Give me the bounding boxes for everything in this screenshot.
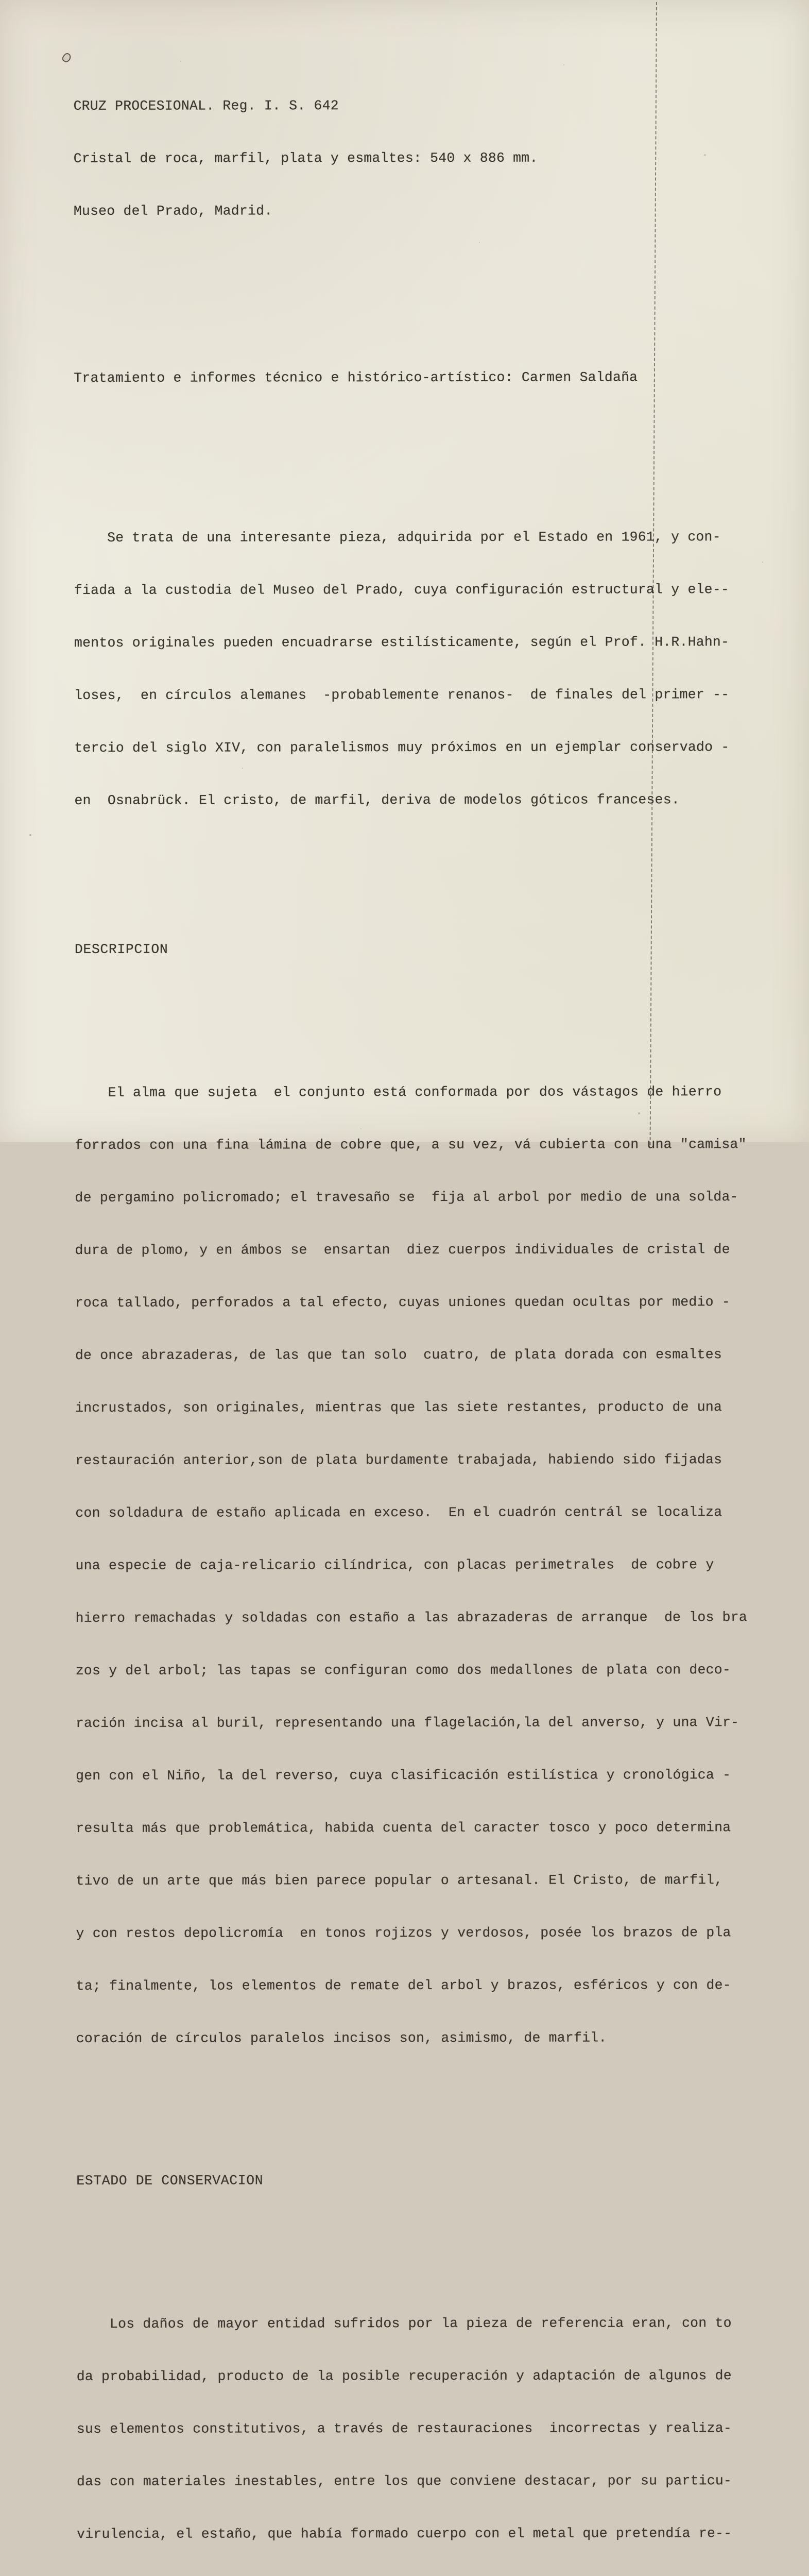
text-line: con soldadura de estaño aplicada en exceso. En el cuadrón centrál se localiza [75, 1504, 722, 1521]
text-line: virulencia, el estaño, que había formado cuerpo con el metal que pretendía re-- [77, 2526, 732, 2542]
document-text [73, 9, 779, 2576]
document-header [73, 61, 774, 255]
text-line: de once abrazaderas, de las que tan solo cuatro, de plata dorada con esmaltes [75, 1347, 722, 1363]
heading-line: ESTADO DE CONSERVACION [76, 2173, 264, 2189]
text-line: ración incisa al buril, representando una flagelación,la del anverso, y una Vir- [75, 1715, 739, 1731]
description-paragraph [75, 1048, 777, 2082]
text-line: das con materiales inestables, entre los que conviene destacar, por su particu- [76, 2473, 732, 2489]
intro-paragraph [74, 493, 775, 844]
paper-specks [0, 0, 1, 1]
text-line: tercio del siglo XIV, con paralelismos muy próximos en un ejemplar conservado - [74, 739, 730, 756]
text-line: sus elementos constitutivos, a través de restauraciones incorrectas y realiza- [76, 2420, 732, 2437]
section-heading-descripcion [75, 905, 775, 993]
text-line: coración de círculos paralelos incisos son, asimismo, de marfil. [76, 2030, 607, 2046]
text-line: roca tallado, perforados a tal efecto, cuyas uniones quedan ocultas por medio - [75, 1294, 730, 1311]
text-line: Los daños de mayor entidad sufridos por la pieza de referencia eran, con to [76, 2315, 732, 2332]
section-heading-estado-de-conservacion [76, 2136, 777, 2225]
museum-line: Museo del Prado, Madrid. [73, 203, 273, 219]
text-line: gen con el Niño, la del reverso, cuya clasificación estilística y cronológica - [76, 1767, 731, 1784]
text-line: da probabilidad, producto de la posible recuperación y adaptación de algunos de [76, 2368, 732, 2384]
text-line: El alma que sujeta el conjunto está conformada por dos vástagos de hierro [75, 1084, 722, 1100]
text-line: ta; finalmente, los elementos de remate del arbol y brazos, esféricos y con de- [76, 1977, 731, 1994]
attribution-line: Tratamiento e informes técnico e histórico-artístico: Carmen Saldaña [74, 369, 638, 386]
handwritten-mark [61, 52, 73, 63]
text-line: resulta más que problemática, habida cuenta del caracter tosco y poco determina [76, 1820, 731, 1836]
attribution [74, 333, 774, 422]
text-line: hierro remachadas y soldadas con estaño a las abrazaderas de arranque de los bra [75, 1609, 747, 1626]
text-line: tivo de un arte que más bien parece popular o artesanal. El Cristo, de marfil, [76, 1872, 723, 1889]
text-line: Se trata de una interesante pieza, adquirida por el Estado en 1961, y con- [74, 529, 721, 546]
text-line: restauración anterior,son de plata burdamente trabajada, habiendo sido fijadas [75, 1452, 722, 1468]
materials-dimensions-line: Cristal de roca, marfil, plata y esmaltes: 540 x 886 mm. [73, 150, 538, 166]
damage-paragraph [76, 2279, 777, 2576]
text-line: incrustados, son originales, mientras que las siete restantes, producto de una [75, 1399, 722, 1416]
document-title: CRUZ PROCESIONAL. Reg. I. S. 642 [73, 98, 339, 114]
text-line: fiada a la custodia del Museo del Prado, cuya configuración estructural y ele-- [74, 582, 730, 598]
text-line: mentos originales pueden encuadrarse estilísticamente, según el Prof. H.R.Hahn- [74, 634, 730, 651]
heading-line: DESCRIPCION [74, 941, 168, 957]
text-line: en Osnabrück. El cristo, de marfil, deriva de modelos góticos franceses. [74, 792, 680, 808]
text-line: una especie de caja-relicario cilíndrica, con placas perimetrales de cobre y [75, 1557, 714, 1573]
text-line: zos y del arbol; las tapas se configuran como dos medallones de plata con deco- [75, 1662, 731, 1679]
text-line: de pergamino policromado; el travesaño se fija al arbol por medio de una solda- [75, 1189, 738, 1206]
text-line: loses, en círculos alemanes -probablemente renanos- de finales del primer -- [74, 687, 730, 703]
text-line: dura de plomo, y en ámbos se ensartan diez cuerpos individuales de cristal de [75, 1242, 730, 1258]
text-line: forrados con una fina lámina de cobre que, a su vez, vá cubierta con una "camisa" [75, 1137, 747, 1153]
text-line: y con restos depolicromía en tonos rojizos y verdosos, posée los brazos de pla [76, 1925, 731, 1941]
